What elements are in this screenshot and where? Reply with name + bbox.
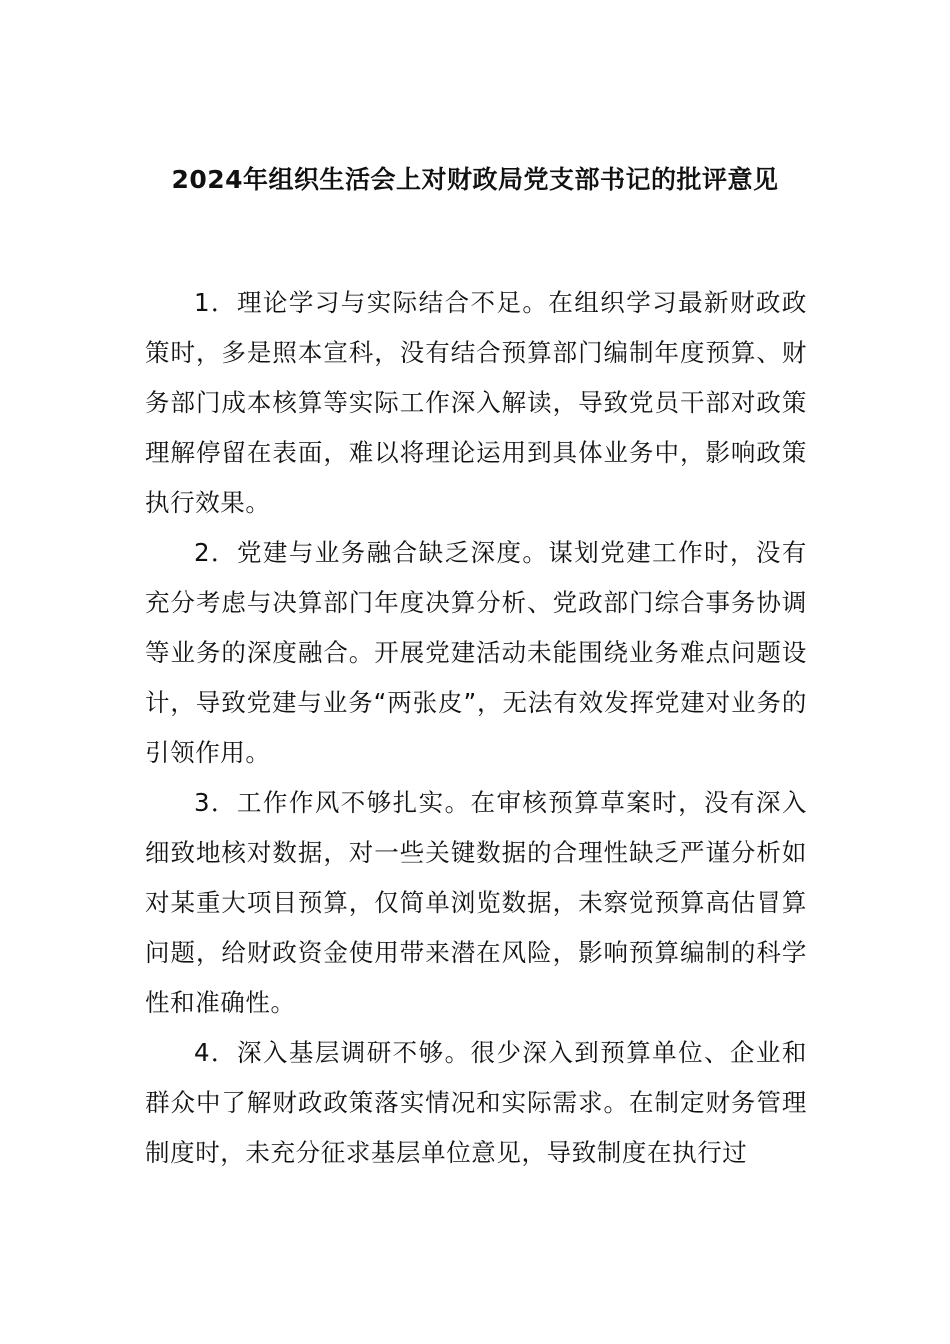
paragraph-4: 4．深入基层调研不够。很少深入到预算单位、企业和群众中了解财政政策落实情况和实际需求。在制定财务管理制度时，未充分征求基层单位意见，导致制度在执行过 xyxy=(145,1038,807,1167)
paragraph-2: 2．党建与业务融合缺乏深度。谋划党建工作时，没有充分考虑与决算部门年度决算分析、党政部门综合事务协调等业务的深度融合。开展党建活动未能围绕业务难点问题设计，导致党建与业务“两张皮”，无法有效发挥党建对业务的引领作用。 xyxy=(145,538,807,767)
document-body xyxy=(145,278,807,1178)
paragraph-1: 1．理论学习与实际结合不足。在组织学习最新财政政策时，多是照本宣科，没有结合预算部门编制年度预算、财务部门成本核算等实际工作深入解读，导致党员干部对政策理解停留在表面，难以将理论运用到具体业务中，影响政策执行效果。 xyxy=(145,288,807,517)
document-title: 2024年组织生活会上对财政局党支部书记的批评意见 xyxy=(171,165,779,194)
paragraph-3: 3．工作作风不够扎实。在审核预算草案时，没有深入细致地核对数据，对一些关键数据的合理性缺乏严谨分析如对某重大项目预算，仅简单浏览数据，未察觉预算高估冒算问题，给财政资金使用带来潜在风险，影响预算编制的科学性和准确性。 xyxy=(145,788,807,1017)
